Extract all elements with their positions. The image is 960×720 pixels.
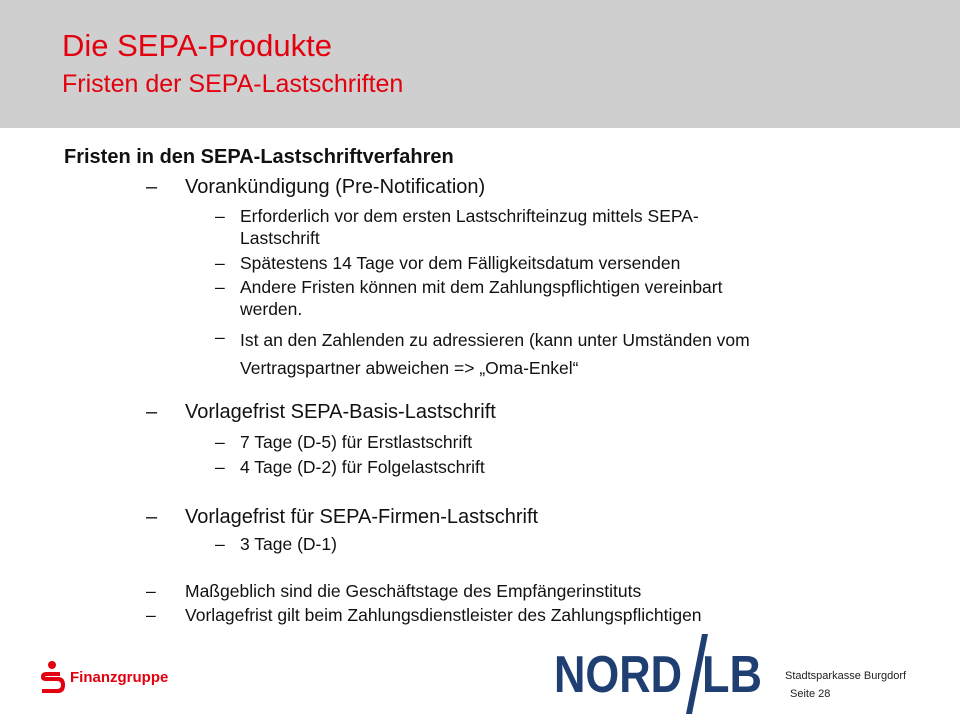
nordlb-logo-text-left: NORD [554, 646, 682, 704]
bullet-dash: – [146, 506, 158, 528]
sub-bullet-firmen-days: 3 Tage (D-1) [240, 534, 337, 554]
sub-bullet-line: Spätestens 14 Tage vor dem Fälligkeitsdatum versenden [240, 253, 681, 273]
header-band [0, 0, 960, 128]
finanzgruppe-logo-text: Finanzgruppe [70, 669, 169, 686]
sub-bullet-dash: – [215, 457, 225, 477]
sub-bullet-dash: – [215, 327, 225, 347]
page-subtitle: Fristen der SEPA-Lastschriften [62, 70, 404, 98]
bullet-dash: – [146, 176, 158, 198]
sub-bullet-line: Lastschrift [240, 228, 320, 248]
sub-bullet-line: Erforderlich vor dem ersten Lastschrifteinzug mittels SEPA- [240, 206, 699, 226]
footer-bank-name: Stadtsparkasse Burgdorf [785, 670, 907, 682]
bullet-dash: – [146, 605, 156, 625]
bullet-dash: – [146, 581, 156, 601]
bullet-dash: – [146, 401, 158, 423]
sub-bullet-basis-follow: 4 Tage (D-2) für Folgelastschrift [240, 457, 485, 477]
section-heading: Fristen in den SEPA-Lastschriftverfahren [64, 146, 454, 168]
nordlb-logo [554, 634, 764, 714]
bullet-pre-notification: Vorankündigung (Pre-Notification) [185, 176, 486, 198]
sub-bullet-14-days [240, 252, 680, 274]
sub-bullet-line: Andere Fristen können mit dem Zahlungspflichtigen vereinbart [240, 277, 723, 297]
sub-bullet-dash: – [215, 432, 225, 452]
sub-bullet-other-deadlines [240, 276, 722, 320]
bullet-payment-provider: Vorlagefrist gilt beim Zahlungsdienstleister des Zahlungspflichtigen [185, 605, 702, 625]
sub-bullet-addressee [240, 326, 750, 382]
sub-bullet-dash: – [215, 253, 225, 273]
sub-bullet-dash: – [215, 534, 225, 554]
sub-bullet-dash: – [215, 277, 225, 297]
bullet-business-days: Maßgeblich sind die Geschäftstage des Empfängerinstituts [185, 581, 642, 601]
footer-page-number: Seite 28 [790, 688, 831, 700]
sub-bullet-dash: – [215, 206, 225, 226]
bullet-firmen-lastschrift: Vorlagefrist für SEPA-Firmen-Lastschrift [185, 506, 539, 528]
sub-bullet-line: Ist an den Zahlenden zu adressieren (kann unter Umständen vom [240, 330, 750, 350]
page-title: Die SEPA-Produkte [62, 28, 332, 63]
sub-bullet-line: Vertragspartner abweichen => „Oma-Enkel“ [240, 358, 579, 378]
sub-bullet-basis-first: 7 Tage (D-5) für Erstlastschrift [240, 432, 473, 452]
sub-bullet-first-debit [240, 205, 699, 249]
bullet-basis-lastschrift: Vorlagefrist SEPA-Basis-Lastschrift [185, 401, 496, 423]
sub-bullet-line: werden. [240, 299, 303, 319]
nordlb-logo-text-right: LB [702, 646, 762, 704]
